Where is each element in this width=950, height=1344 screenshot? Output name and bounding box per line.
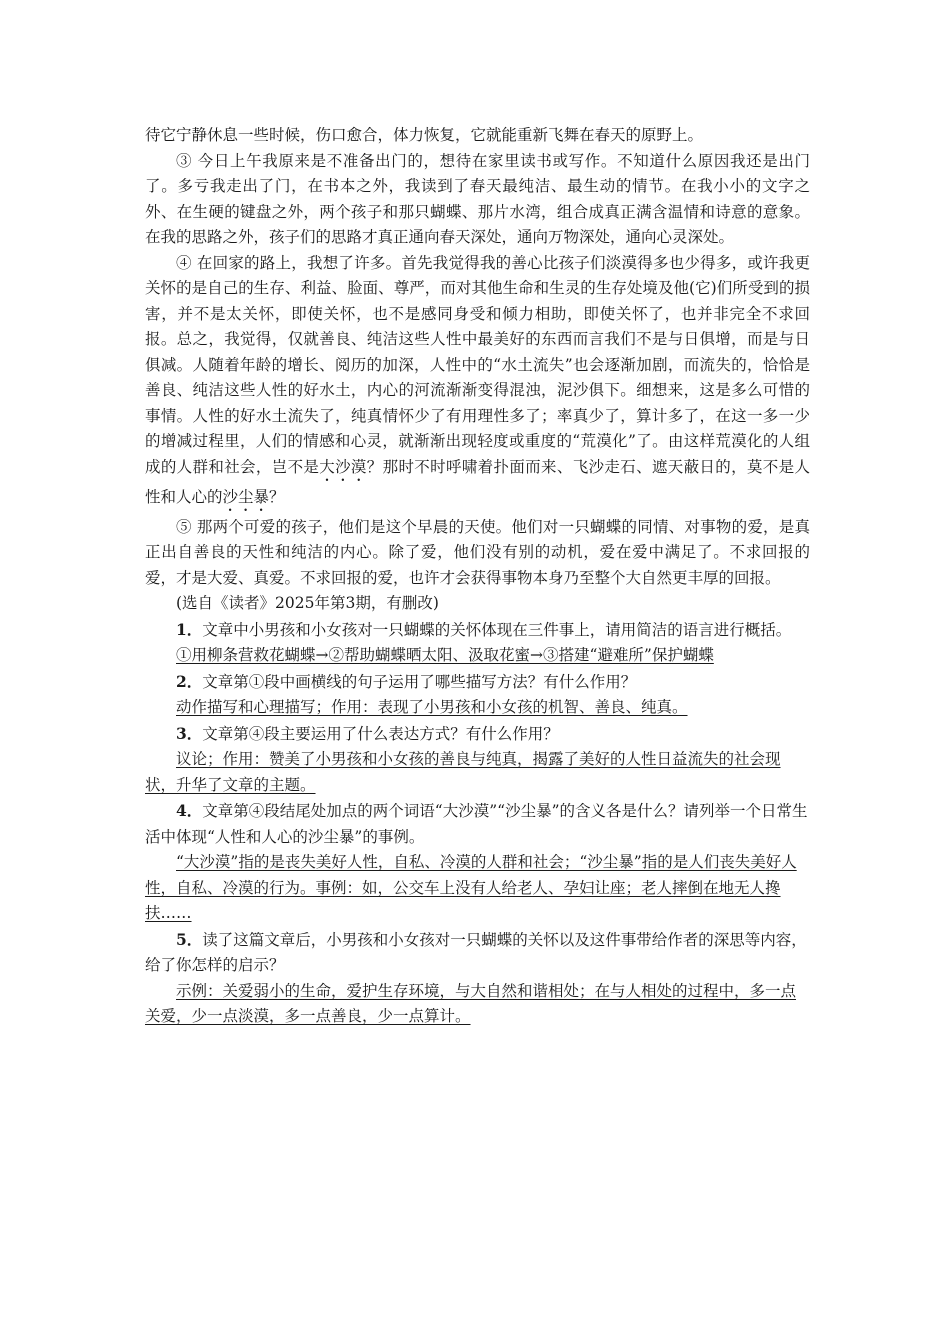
paragraph-4-text-b: ？那时不时呼啸着扑面而来、飞沙走石、遮天蔽日的，莫不是人性和人心的 bbox=[145, 457, 810, 506]
paragraph-5: ⑤ 那两个可爱的孩子，他们是这个早晨的天使。他们对一只蝴蝶的同情、对事物的爱，是真正出自善良的天性和纯洁的内心。除了爱，他们没有别的动机，爱在爱中满足了。不求回报的爱，才是大爱、真爱。不求回报的爱，也许才会获得事物本身乃至整个大自然更丰厚的回报。 bbox=[145, 517, 810, 587]
paragraph-3: ③ 今日上午我原来是不准备出门的，想待在家里读书或写作。不知道什么原因我还是出门了。多亏我走出了门，在书本之外，我读到了春天最纯洁、最生动的情节。在我小小的文字之外、在生硬的键盘之外，两个孩子和那只蝴蝶、那片水湾，组合成真正满含温情和诗意的意象。在我的思路之外，孩子们的思路才真正通向春天深处，通向万物深处，通向心灵深处。 bbox=[145, 151, 810, 246]
paragraph-4-text-c: ？ bbox=[269, 487, 285, 506]
dotted-word-desert: 大沙漠 bbox=[319, 457, 367, 476]
question-2 bbox=[145, 669, 810, 696]
answer-5: 示例：关爱弱小的生命，爱护生存环境，与大自然和谐相处；在与人相处的过程中，多一点关爱，少一点淡漠，多一点善良，少一点算计。 bbox=[145, 981, 797, 1025]
document-page bbox=[145, 123, 810, 1030]
question-1 bbox=[145, 617, 810, 644]
question-3 bbox=[145, 721, 810, 748]
question-number: 4． bbox=[176, 801, 203, 820]
question-text: 文章第④段主要运用了什么表达方式？有什么作用？ bbox=[202, 724, 559, 743]
question-text: 文章第①段中画横线的句子运用了哪些描写方法？有什么作用？ bbox=[202, 672, 637, 691]
question-text: 读了这篇文章后，小男孩和小女孩对一只蝴蝶的关怀以及这件事带给作者的深思等内容，给了你怎样的启示？ bbox=[145, 930, 807, 974]
question-number: 5． bbox=[176, 929, 203, 949]
question-4 bbox=[145, 798, 810, 850]
question-text: 文章中小男孩和小女孩对一只蝴蝶的关怀体现在三件事上，请用简洁的语言进行概括。 bbox=[202, 620, 792, 639]
answer-1: ①用柳条营救花蝴蝶→②帮助蝴蝶晒太阳、汲取花蜜→③搭建“避难所”保护蝴蝶 bbox=[176, 646, 714, 664]
answer-2: 动作描写和心理描写；作用：表现了小男孩和小女孩的机智、善良、纯真。 bbox=[176, 698, 688, 716]
paragraph-4 bbox=[145, 251, 810, 515]
source-note: (选自《读者》2025年第3期，有删改) bbox=[176, 594, 439, 612]
question-number: 3． bbox=[176, 723, 203, 743]
question-number: 1． bbox=[176, 619, 203, 639]
question-text: 文章第④段结尾处加点的两个词语“大沙漠”“沙尘暴”的含义各是什么？请列举一个日常生活中体现“人性和人心的沙尘暴”的事例。 bbox=[145, 802, 808, 846]
paragraph-4-text-a: ④ 在回家的路上，我想了许多。首先我觉得我的善心比孩子们淡漠得多也少得多，或许我更关怀的是自己的生存、利益、脸面、尊严，而对其他生命和生灵的生存处境及他(它)们所受到的损害，并不是太关怀，即使关怀，也不是感同身受和倾力相助，即使关怀了，也并非完全不求回报。总之，我觉得，仅就善良、纯洁这些人性中最美好的东西而言我们不是与日俱增，而是与日俱减。人随着年龄的增长、阅历的加深，人性中的“水土流失”也会逐渐加剧，而流失的，恰恰是善良、纯洁这些人性的好水土，内心的河流渐渐变得混浊，泥沙俱下。细想来，这是多么可惜的事情。人性的好水土流失了，纯真情怀少了有用理性多了；率真少了，算计多了，在这一多一少的增减过程里，人们的情感和心灵，就渐渐出现轻度或重度的“荒漠化”了。由这样荒漠化的人组成的人群和社会，岂不是 bbox=[145, 253, 810, 476]
dotted-word-sandstorm: 沙尘暴 bbox=[222, 487, 270, 506]
question-number: 2． bbox=[176, 671, 203, 691]
question-5 bbox=[145, 927, 810, 979]
answer-3: 议论；作用：赞美了小男孩和小女孩的善良与纯真，揭露了美好的人性日益流失的社会现状，升华了文章的主题。 bbox=[145, 750, 781, 794]
paragraph-continued: 待它宁静休息一些时候，伤口愈合，体力恢复，它就能重新飞舞在春天的原野上。 bbox=[145, 126, 704, 144]
answer-4: “大沙漠”指的是丧失美好人性，自私、冷漠的人群和社会；“沙尘暴”指的是人们丧失美好人性，自私、冷漠的行为。事例：如，公交车上没有人给老人、孕妇让座；老人摔倒在地无人搀扶…… bbox=[145, 853, 797, 922]
